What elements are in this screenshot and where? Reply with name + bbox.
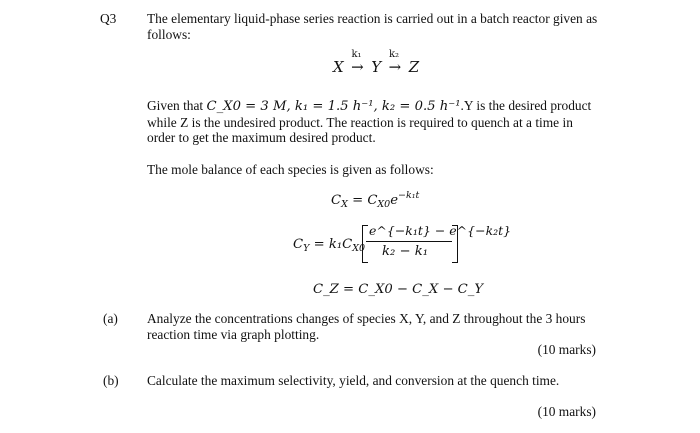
species-x: X — [333, 58, 344, 76]
fraction-bar — [366, 241, 452, 242]
arrow-k1: k₁ → — [351, 49, 364, 76]
part-a-marks: (10 marks) — [537, 342, 596, 357]
question-number: Q3 — [100, 11, 117, 26]
fraction-numerator: e^{−k₁t} − e^{−k₂t} — [369, 223, 512, 238]
part-a-label: (a) — [103, 311, 118, 326]
given-values: C_X0 = 3 M, k₁ = 1.5 h⁻¹, k₂ = 0.5 h⁻¹ — [206, 99, 461, 114]
left-bracket — [362, 225, 368, 263]
mole-balance-intro: The mole balance of each species is given as follows: — [147, 162, 434, 177]
part-b-marks: (10 marks) — [537, 404, 596, 419]
part-b-text: Calculate the maximum selectivity, yield, and conversion at the quench time. — [147, 373, 560, 388]
part-b-label: (b) — [103, 373, 119, 388]
rate-constant-k2: k₂ — [388, 49, 400, 60]
right-bracket — [452, 225, 458, 263]
fraction-denominator: k₂ − k₁ — [382, 244, 428, 259]
part-a-text: Analyze the concentrations changes of species X, Y, and Z throughout the 3 hours reaction time via graph plotting. — [147, 311, 586, 342]
arrow-k2: k₂ → — [388, 49, 402, 76]
equation-cz: C_Z = C_X0 − C_X − C_Y — [313, 282, 484, 297]
given-prefix: Given that — [147, 98, 207, 113]
given-suffix: .Y is the desired product while Z is the undesired product. The reaction is required to quench at a time in order to get the maximum desired product. — [147, 98, 592, 145]
species-z: Z — [408, 58, 420, 76]
equation-cx: $C_X = C_{X0}e^{-k_1t}$ — [331, 190, 420, 210]
question-intro: The elementary liquid-phase series reaction is carried out in a batch reactor given as follows: — [147, 11, 598, 42]
species-y: Y — [371, 58, 382, 76]
given-paragraph — [147, 98, 602, 146]
equation-cy: $C_Y = k_1C_{X0}$ — [293, 237, 366, 254]
reaction-scheme — [333, 49, 420, 76]
rate-constant-k1: k₁ — [351, 49, 362, 60]
